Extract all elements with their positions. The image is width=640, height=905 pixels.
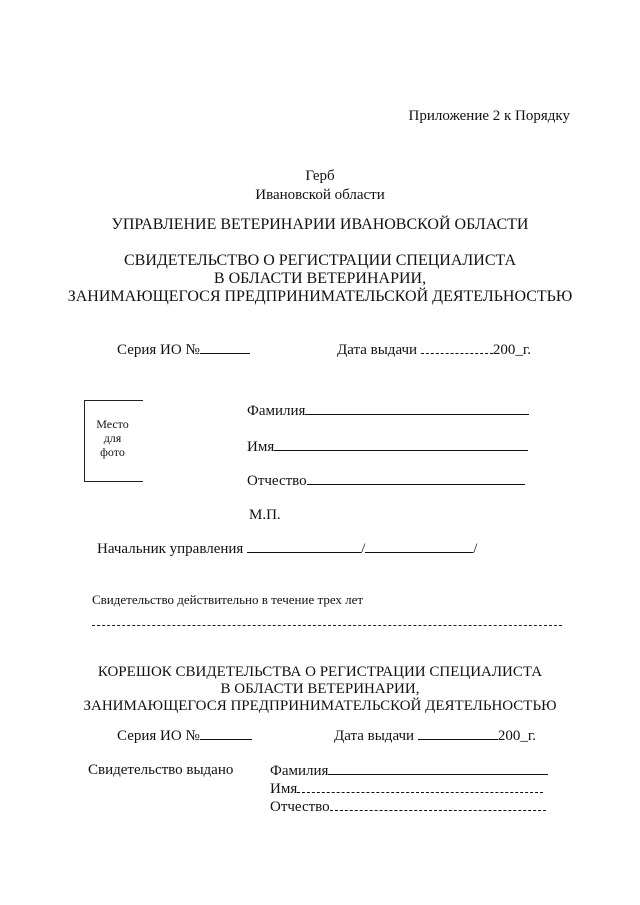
patronymic-line[interactable] (307, 472, 525, 485)
stub-title-line-1: КОРЕШОК СВИДЕТЕЛЬСТВА О РЕГИСТРАЦИИ СПЕЦИАЛИСТА (97, 664, 543, 680)
series-number-line[interactable] (200, 340, 250, 354)
issue-year-suffix: 200_г. (492, 342, 532, 358)
head-signature-line[interactable] (247, 540, 361, 553)
stub-name-field (270, 780, 543, 798)
certificate-title (0, 252, 640, 306)
photo-placeholder (84, 400, 140, 482)
stub-title-line-3: ЗАНИМАЮЩЕГОСЯ ПРЕДПРИНИМАТЕЛЬСКОЙ ДЕЯТЕЛЬНОСТЬЮ (83, 698, 557, 714)
cut-line (92, 625, 562, 626)
certificate-title-line-2: В ОБЛАСТИ ВЕТЕРИНАРИИ, (213, 270, 427, 287)
stub-issue-year-suffix: 200_г. (497, 728, 537, 744)
signature-slash-2: / (473, 541, 478, 557)
coat-of-arms-caption (0, 167, 640, 205)
issue-date-field (337, 340, 531, 359)
certificate-title-line-1: СВИДЕТЕЛЬСТВО О РЕГИСТРАЦИИ СПЕЦИАЛИСТА (123, 252, 517, 269)
department-title: УПРАВЛЕНИЕ ВЕТЕРИНАРИИ ИВАНОВСКОЙ ОБЛАСТИ (111, 216, 529, 233)
certificate-title-line-3: ЗАНИМАЮЩЕГОСЯ ПРЕДПРИНИМАТЕЛЬСКОЙ ДЕЯТЕЛЬНОСТЬЮ (67, 288, 573, 305)
stub-name-line[interactable] (297, 780, 543, 793)
photo-line-3: фото (100, 445, 125, 459)
patronymic-field (247, 472, 525, 490)
series-field (117, 340, 250, 359)
stub-surname-line[interactable] (328, 762, 548, 775)
stub-issued-label: Свидетельство выдано (88, 762, 234, 778)
stub-issue-date-field (334, 726, 536, 745)
coat-line-2: Ивановской области (255, 187, 385, 203)
stub-surname-label: Фамилия (270, 763, 329, 779)
stub-issue-date-label: Дата выдачи (334, 728, 415, 744)
coat-line-1: Герб (305, 168, 335, 184)
stub-name-label: Имя (270, 781, 298, 797)
stub-patronymic-field (270, 798, 546, 816)
head-label: Начальник управления (97, 541, 244, 557)
name-label: Имя (247, 439, 275, 455)
stub-issue-date-line[interactable] (418, 726, 498, 740)
issue-date-line[interactable] (421, 340, 493, 354)
photo-line-2: для (103, 431, 122, 445)
stub-series-label: Серия ИО № (117, 728, 200, 744)
stub-surname-field (270, 762, 548, 780)
appendix-label: Приложение 2 к Порядку (408, 108, 570, 124)
series-label: Серия ИО № (117, 342, 200, 358)
name-line[interactable] (274, 438, 528, 451)
photo-line-1: Место (96, 417, 129, 431)
issue-date-label: Дата выдачи (337, 342, 418, 358)
patronymic-label: Отчество (247, 473, 307, 489)
surname-label: Фамилия (247, 403, 306, 419)
stub-patronymic-line[interactable] (330, 798, 546, 811)
head-signature-field (97, 540, 477, 558)
stub-patronymic-label: Отчество (270, 799, 330, 815)
stub-title-line-2: В ОБЛАСТИ ВЕТЕРИНАРИИ, (220, 681, 420, 697)
surname-line[interactable] (305, 402, 529, 415)
stamp-label: М.П. (249, 507, 281, 523)
stub-series-field (117, 726, 252, 745)
surname-field (247, 402, 529, 420)
stub-series-number-line[interactable] (200, 726, 252, 740)
validity-note: Свидетельство действительно в течение трех лет (92, 592, 364, 607)
head-name-line[interactable] (365, 540, 473, 553)
name-field (247, 438, 528, 456)
signature-slash-1: / (361, 541, 366, 557)
stub-title (0, 664, 640, 715)
